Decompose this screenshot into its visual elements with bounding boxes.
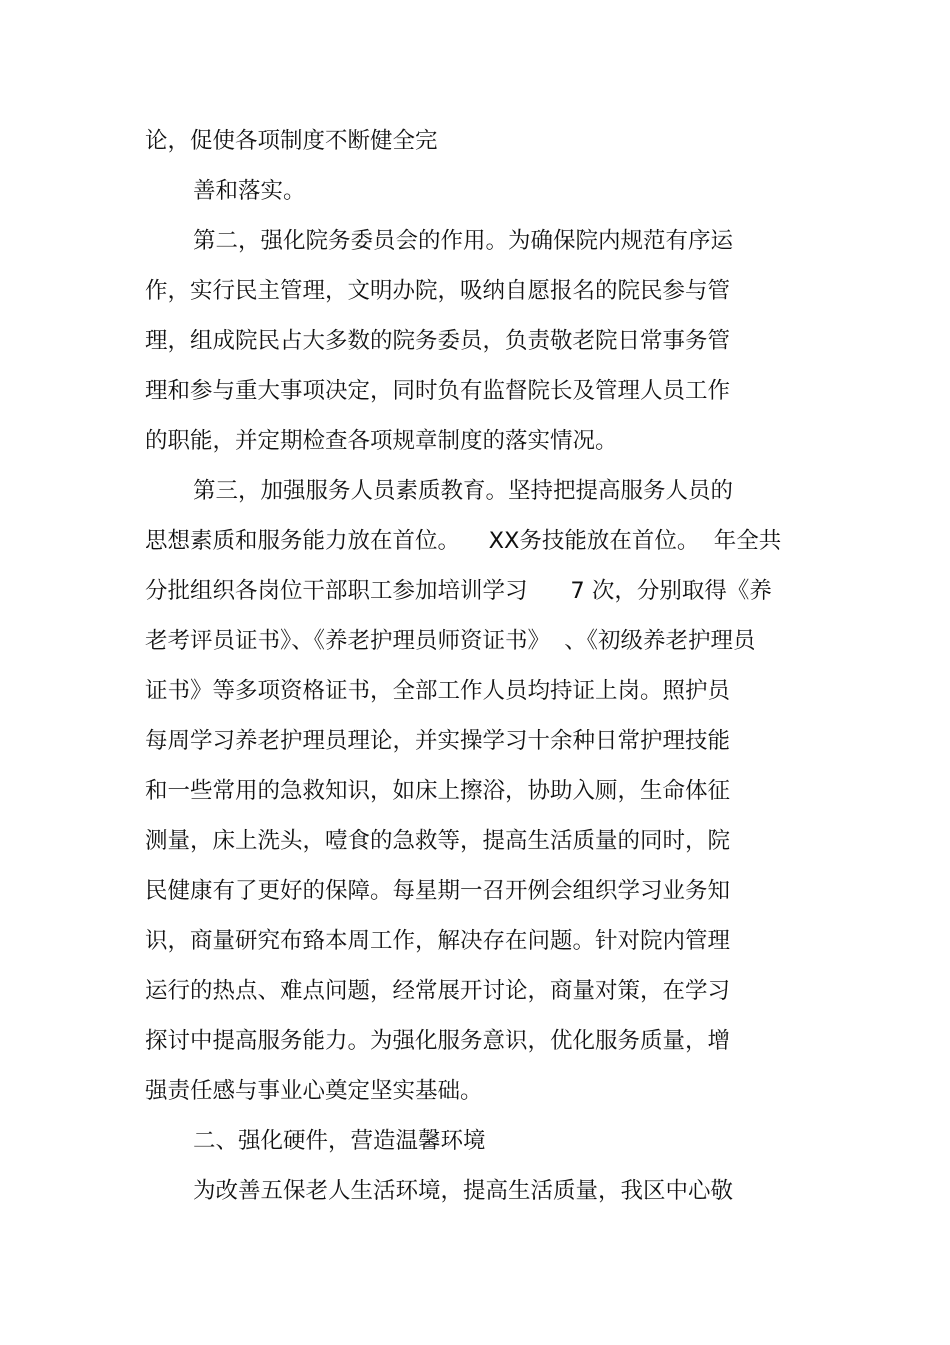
paragraph-line: 和一些常用的急救知识，如床上擦浴，协助入厕，生命体征 (145, 778, 731, 804)
paragraph-line: 测量，床上洗头，噎食的急救等，提高生活质量的同时，院 (145, 828, 731, 854)
paragraph-line: 民健康有了更好的保障。每星期一召开例会组织学习业务知 (145, 878, 731, 904)
paragraph-line: 证书》等多项资格证书，全部工作人员均持证上岗。照护员 (145, 678, 731, 704)
paragraph-line: 理和参与重大事项决定，同时负有监督院长及管理人员工作 (145, 378, 731, 404)
paragraph-line: 第二，强化院务委员会的作用。为确保院内规范有序运 (193, 228, 734, 254)
paragraph-line: 老考评员证书》、《养老护理员师资证书》 、《初级养老护理员 (145, 628, 756, 654)
paragraph-line: 善和落实。 (193, 178, 306, 204)
paragraph-line: 每周学习养老护理员理论，并实操学习十余种日常护理技能 (145, 728, 731, 754)
paragraph-line: 探讨中提高服务能力。为强化服务意识，优化服务质量，增 (145, 1028, 731, 1054)
paragraph-line: 理，组成院民占大多数的院务委员，负责敬老院日常事务管 (145, 328, 731, 354)
paragraph-line: 分批组织各岗位干部职工参加培训学习 7 次，分别取得《养 (145, 578, 772, 604)
paragraph-line: 论，促使各项制度不断健全完 (145, 128, 438, 154)
paragraph-line: 的职能，并定期检查各项规章制度的落实情况。 (145, 428, 618, 454)
paragraph-line: 运行的热点、难点问题，经常展开讨论，商量对策，在学习 (145, 978, 731, 1004)
paragraph-line: 为改善五保老人生活环境，提高生活质量，我区中心敬 (193, 1178, 734, 1204)
paragraph-line: 识，商量研究布臵本周工作，解决存在问题。针对院内管理 (145, 928, 731, 954)
paragraph-line: 第三，加强服务人员素质教育。坚持把提高服务人员的 (193, 478, 734, 504)
paragraph-line: 思想素质和服务能力放在首位。 XX务技能放在首位。 年全共 (145, 528, 782, 554)
paragraph-line: 作，实行民主管理，文明办院，吸纳自愿报名的院民参与管 (145, 278, 731, 304)
section-heading: 二、强化硬件，营造温馨环境 (193, 1128, 486, 1154)
paragraph-line: 强责任感与事业心奠定坚实基础。 (145, 1078, 483, 1104)
